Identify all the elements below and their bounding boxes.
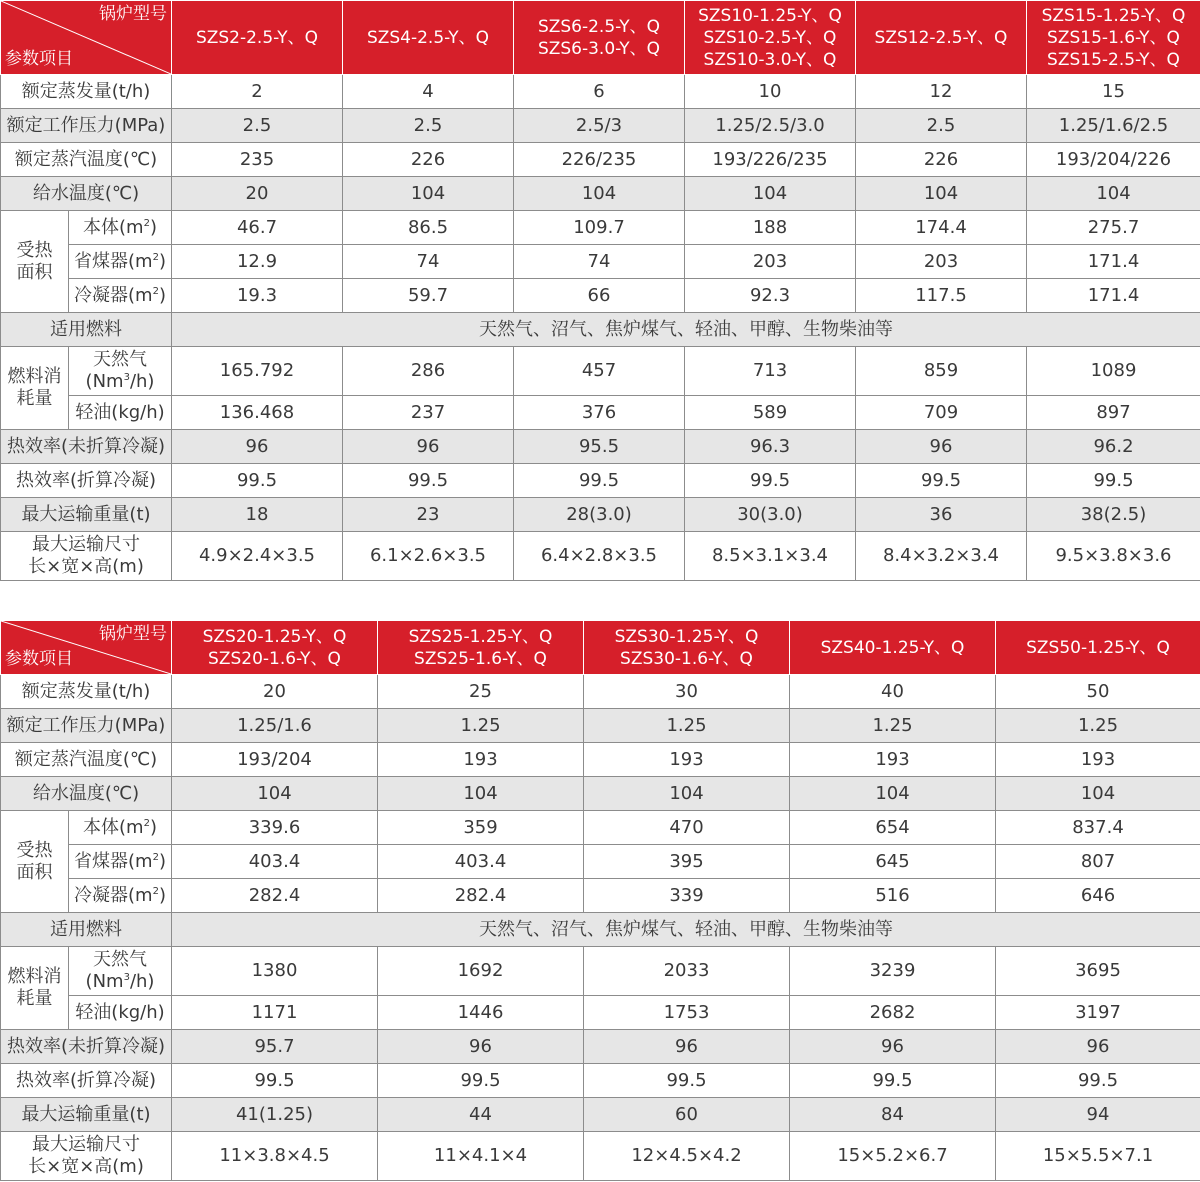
value-cell: 1.25 <box>584 709 790 743</box>
value-cell: 2.5 <box>343 109 514 143</box>
value-cell: 104 <box>1027 177 1200 211</box>
sub-label-text: 省煤器(m <box>74 250 153 272</box>
value-cell: 15×5.2×6.7 <box>790 1132 996 1181</box>
value-cell: 174.4 <box>856 211 1027 245</box>
model-name: SZS4-2.5-Y、Q <box>366 27 490 48</box>
value-cell: 11×3.8×4.5 <box>172 1132 378 1181</box>
value-cell: 171.4 <box>1027 245 1200 279</box>
sup: 2 <box>152 251 159 263</box>
value-cell: 96 <box>584 1030 790 1064</box>
row-evap <box>1 675 1200 709</box>
heat-area-label-line: 面积 <box>16 261 53 283</box>
value-cell: 282.4 <box>378 879 584 913</box>
corner-param-label: 参数项目 <box>5 649 73 669</box>
consumption-label-line: 燃料消 <box>7 366 62 387</box>
param-label: 热效率(折算冷凝) <box>1 464 172 498</box>
model-name: SZS50-1.25-Y、Q <box>1026 637 1170 658</box>
value-cell: 516 <box>790 879 996 913</box>
model-name: SZS40-1.25-Y、Q <box>820 637 965 658</box>
row-pressure <box>1 709 1200 743</box>
value-cell: 226 <box>343 143 514 177</box>
model-name: SZS20-1.6-Y、Q <box>208 648 341 669</box>
model-name: SZS6-3.0-Y、Q <box>537 38 661 59</box>
value-cell: 654 <box>790 811 996 845</box>
model-name: SZS10-1.25-Y、Q <box>698 5 842 26</box>
model-header <box>378 621 584 675</box>
value-cell: 11×4.1×4 <box>378 1132 584 1181</box>
model-name: SZS10-3.0-Y、Q <box>703 49 837 70</box>
value-cell: 286 <box>343 347 514 396</box>
value-cell: 84 <box>790 1098 996 1132</box>
value-cell: 188 <box>685 211 856 245</box>
value-cell: 2.5/3 <box>514 109 685 143</box>
param-label: 额定工作压力(MPa) <box>1 709 172 743</box>
model-header <box>1027 1 1200 75</box>
value-cell: 339 <box>584 879 790 913</box>
gas-unit: (Nm <box>85 971 124 992</box>
value-cell: 96 <box>378 1030 584 1064</box>
value-cell: 171.4 <box>1027 279 1200 313</box>
value-cell: 709 <box>856 396 1027 430</box>
value-cell: 99.5 <box>172 1064 378 1098</box>
heat-area-label-line: 受热 <box>16 839 53 861</box>
sup: 2 <box>143 817 150 829</box>
sub-label: 轻油(kg/h) <box>69 396 172 430</box>
value-cell: 109.7 <box>514 211 685 245</box>
value-cell: 44 <box>378 1098 584 1132</box>
corner-model-label: 锅炉型号 <box>99 4 167 24</box>
value-cell: 46.7 <box>172 211 343 245</box>
value-cell: 1.25 <box>790 709 996 743</box>
value-cell: 96 <box>996 1030 1200 1064</box>
row-feed-temp <box>1 177 1200 211</box>
value-cell: 10 <box>685 75 856 109</box>
value-cell: 193 <box>378 743 584 777</box>
value-cell: 94 <box>996 1098 1200 1132</box>
value-cell: 713 <box>685 347 856 396</box>
sup: 2 <box>152 885 159 897</box>
row-eff-cond <box>1 464 1200 498</box>
row-weight <box>1 498 1200 532</box>
paren: ) <box>158 850 166 872</box>
model-name: SZS6-2.5-Y、Q <box>537 16 661 37</box>
value-cell: 237 <box>343 396 514 430</box>
model-header <box>790 621 996 675</box>
value-cell: 1446 <box>378 996 584 1030</box>
sup: 3 <box>123 972 130 983</box>
value-cell: 28(3.0) <box>514 498 685 532</box>
value-cell: 66 <box>514 279 685 313</box>
row-weight <box>1 1098 1200 1132</box>
model-name: SZS15-1.25-Y、Q <box>1041 5 1186 26</box>
param-label: 适用燃料 <box>1 913 172 947</box>
value-cell: 282.4 <box>172 879 378 913</box>
value-cell: 95.5 <box>514 430 685 464</box>
value-cell: 99.5 <box>378 1064 584 1098</box>
heat-area-label-line: 面积 <box>16 861 53 883</box>
value-cell: 95.7 <box>172 1030 378 1064</box>
sub-label <box>69 211 172 245</box>
value-cell: 96.2 <box>1027 430 1200 464</box>
value-cell: 99.5 <box>1027 464 1200 498</box>
row-economizer-area <box>1 845 1200 879</box>
value-cell: 104 <box>343 177 514 211</box>
consumption-label-line: 耗量 <box>16 988 53 1009</box>
value-cell: 2682 <box>790 996 996 1030</box>
sup: 3 <box>123 372 130 383</box>
row-eff-cond <box>1 1064 1200 1098</box>
row-gas-consumption <box>1 347 1200 396</box>
value-cell: 104 <box>685 177 856 211</box>
value-cell: 104 <box>584 777 790 811</box>
model-name: SZS12-2.5-Y、Q <box>874 27 1008 48</box>
sub-label-text: 本体(m <box>83 816 144 838</box>
value-cell: 235 <box>172 143 343 177</box>
fuel-value: 天然气、沼气、焦炉煤气、轻油、甲醇、生物柴油等 <box>172 913 1200 947</box>
param-label: 热效率(未折算冷凝) <box>1 1030 172 1064</box>
value-cell: 9.5×3.8×3.6 <box>1027 532 1200 581</box>
param-label: 最大运输重量(t) <box>1 1098 172 1132</box>
value-cell: 1.25/1.6 <box>172 709 378 743</box>
value-cell: 92.3 <box>685 279 856 313</box>
consumption-label <box>1 347 69 430</box>
paren: ) <box>158 884 166 906</box>
gas-label-line: 天然气 <box>93 349 147 370</box>
value-cell: 807 <box>996 845 1200 879</box>
value-cell: 1692 <box>378 947 584 996</box>
model-name: SZS10-2.5-Y、Q <box>703 27 837 48</box>
value-cell: 1753 <box>584 996 790 1030</box>
value-cell: 3197 <box>996 996 1200 1030</box>
sub-label <box>69 811 172 845</box>
value-cell: 20 <box>172 675 378 709</box>
value-cell: 96 <box>343 430 514 464</box>
value-cell: 837.4 <box>996 811 1200 845</box>
value-cell: 6.1×2.6×3.5 <box>343 532 514 581</box>
row-condenser-area <box>1 879 1200 913</box>
value-cell: 30 <box>584 675 790 709</box>
sub-label <box>69 347 172 396</box>
header-row <box>1 621 1200 675</box>
row-economizer-area <box>1 245 1200 279</box>
size-label-line: 长×宽×高(m) <box>28 1156 144 1177</box>
gas-label-line <box>69 371 171 393</box>
value-cell: 59.7 <box>343 279 514 313</box>
value-cell: 275.7 <box>1027 211 1200 245</box>
model-name: SZS25-1.25-Y、Q <box>408 626 553 647</box>
sub-label-text: 本体(m <box>83 216 144 238</box>
row-oil-consumption <box>1 996 1200 1030</box>
heat-area-label <box>1 211 69 313</box>
value-cell: 203 <box>856 245 1027 279</box>
value-cell: 104 <box>172 777 378 811</box>
value-cell: 470 <box>584 811 790 845</box>
sub-label <box>69 879 172 913</box>
value-cell: 96 <box>172 430 343 464</box>
value-cell: 96 <box>790 1030 996 1064</box>
value-cell: 6.4×2.8×3.5 <box>514 532 685 581</box>
param-label: 给水温度(℃) <box>1 177 172 211</box>
paren: ) <box>158 284 166 306</box>
model-name: SZS20-1.25-Y、Q <box>202 626 347 647</box>
value-cell: 18 <box>172 498 343 532</box>
corner-cell <box>1 1 172 75</box>
param-label: 热效率(未折算冷凝) <box>1 430 172 464</box>
value-cell: 4.9×2.4×3.5 <box>172 532 343 581</box>
model-name: SZS15-1.6-Y、Q <box>1047 27 1180 48</box>
value-cell: 136.468 <box>172 396 343 430</box>
gas-unit: /h) <box>129 971 155 992</box>
value-cell: 1.25 <box>996 709 1200 743</box>
model-header <box>172 621 378 675</box>
sub-label-text: 冷凝器(m <box>74 284 153 306</box>
gas-unit: (Nm <box>85 371 124 392</box>
value-cell: 19.3 <box>172 279 343 313</box>
value-cell: 193 <box>996 743 1200 777</box>
row-feed-temp <box>1 777 1200 811</box>
value-cell: 99.5 <box>790 1064 996 1098</box>
value-cell: 15 <box>1027 75 1200 109</box>
model-name: SZS15-2.5-Y、Q <box>1047 49 1180 70</box>
value-cell: 359 <box>378 811 584 845</box>
value-cell: 74 <box>343 245 514 279</box>
consumption-label <box>1 947 69 1030</box>
value-cell: 193/226/235 <box>685 143 856 177</box>
param-label: 额定蒸发量(t/h) <box>1 675 172 709</box>
value-cell: 1380 <box>172 947 378 996</box>
value-cell: 96 <box>856 430 1027 464</box>
sup: 2 <box>152 851 159 863</box>
value-cell: 1089 <box>1027 347 1200 396</box>
value-cell: 2033 <box>584 947 790 996</box>
value-cell: 403.4 <box>378 845 584 879</box>
value-cell: 117.5 <box>856 279 1027 313</box>
value-cell: 3239 <box>790 947 996 996</box>
row-size <box>1 1132 1200 1181</box>
spec-table-2 <box>0 620 1200 1181</box>
consumption-label-line: 燃料消 <box>7 966 62 987</box>
param-label: 给水温度(℃) <box>1 777 172 811</box>
value-cell: 25 <box>378 675 584 709</box>
value-cell: 203 <box>685 245 856 279</box>
value-cell: 23 <box>343 498 514 532</box>
value-cell: 403.4 <box>172 845 378 879</box>
row-body-area <box>1 211 1200 245</box>
value-cell: 6 <box>514 75 685 109</box>
param-label: 额定蒸发量(t/h) <box>1 75 172 109</box>
gas-label-line: 天然气 <box>93 949 147 970</box>
fuel-value: 天然气、沼气、焦炉煤气、轻油、甲醇、生物柴油等 <box>172 313 1200 347</box>
value-cell: 226 <box>856 143 1027 177</box>
model-name: SZS25-1.6-Y、Q <box>414 648 547 669</box>
value-cell: 193 <box>790 743 996 777</box>
value-cell: 104 <box>514 177 685 211</box>
paren: ) <box>149 816 157 838</box>
sub-label <box>69 947 172 996</box>
value-cell: 86.5 <box>343 211 514 245</box>
value-cell: 99.5 <box>685 464 856 498</box>
value-cell: 99.5 <box>856 464 1027 498</box>
value-cell: 38(2.5) <box>1027 498 1200 532</box>
row-evap <box>1 75 1200 109</box>
heat-area-label-line: 受热 <box>16 239 53 261</box>
value-cell: 96.3 <box>685 430 856 464</box>
value-cell: 12×4.5×4.2 <box>584 1132 790 1181</box>
param-label <box>1 1132 172 1181</box>
value-cell: 104 <box>996 777 1200 811</box>
sub-label <box>69 279 172 313</box>
value-cell: 99.5 <box>172 464 343 498</box>
value-cell: 3695 <box>996 947 1200 996</box>
corner-param-label: 参数项目 <box>5 49 73 69</box>
param-label <box>1 532 172 581</box>
value-cell: 2.5 <box>856 109 1027 143</box>
row-eff-uncond <box>1 430 1200 464</box>
sub-label <box>69 245 172 279</box>
row-fuel <box>1 313 1200 347</box>
value-cell: 897 <box>1027 396 1200 430</box>
row-oil-consumption <box>1 396 1200 430</box>
row-size <box>1 532 1200 581</box>
value-cell: 15×5.5×7.1 <box>996 1132 1200 1181</box>
value-cell: 74 <box>514 245 685 279</box>
model-header <box>343 1 514 75</box>
value-cell: 41(1.25) <box>172 1098 378 1132</box>
value-cell: 104 <box>378 777 584 811</box>
value-cell: 4 <box>343 75 514 109</box>
param-label: 适用燃料 <box>1 313 172 347</box>
model-name: SZS30-1.6-Y、Q <box>620 648 753 669</box>
sup: 2 <box>152 285 159 297</box>
value-cell: 104 <box>790 777 996 811</box>
row-gas-consumption <box>1 947 1200 996</box>
gas-label-line <box>69 971 171 993</box>
sup: 2 <box>143 217 150 229</box>
sub-label: 轻油(kg/h) <box>69 996 172 1030</box>
spec-table-1 <box>0 0 1200 581</box>
value-cell: 12.9 <box>172 245 343 279</box>
size-label-line: 长×宽×高(m) <box>28 556 144 577</box>
value-cell: 8.4×3.2×3.4 <box>856 532 1027 581</box>
param-label: 最大运输重量(t) <box>1 498 172 532</box>
paren: ) <box>149 216 157 238</box>
value-cell: 645 <box>790 845 996 879</box>
row-body-area <box>1 811 1200 845</box>
size-label-line: 最大运输尺寸 <box>32 1134 140 1155</box>
value-cell: 99.5 <box>514 464 685 498</box>
row-fuel <box>1 913 1200 947</box>
value-cell: 40 <box>790 675 996 709</box>
value-cell: 1.25 <box>378 709 584 743</box>
model-header <box>685 1 856 75</box>
param-label: 额定蒸汽温度(℃) <box>1 143 172 177</box>
row-pressure <box>1 109 1200 143</box>
header-row <box>1 1 1200 75</box>
param-label: 热效率(折算冷凝) <box>1 1064 172 1098</box>
value-cell: 60 <box>584 1098 790 1132</box>
row-eff-uncond <box>1 1030 1200 1064</box>
value-cell: 339.6 <box>172 811 378 845</box>
model-name: SZS2-2.5-Y、Q <box>195 27 319 48</box>
model-header <box>584 621 790 675</box>
value-cell: 2.5 <box>172 109 343 143</box>
value-cell: 395 <box>584 845 790 879</box>
param-label: 额定工作压力(MPa) <box>1 109 172 143</box>
sub-label <box>69 845 172 879</box>
row-steam-temp <box>1 743 1200 777</box>
value-cell: 104 <box>856 177 1027 211</box>
model-name: SZS30-1.25-Y、Q <box>614 626 759 647</box>
value-cell: 193 <box>584 743 790 777</box>
value-cell: 20 <box>172 177 343 211</box>
value-cell: 8.5×3.1×3.4 <box>685 532 856 581</box>
model-header <box>996 621 1200 675</box>
model-header <box>514 1 685 75</box>
corner-model-label: 锅炉型号 <box>99 624 167 644</box>
value-cell: 2 <box>172 75 343 109</box>
value-cell: 376 <box>514 396 685 430</box>
value-cell: 36 <box>856 498 1027 532</box>
value-cell: 646 <box>996 879 1200 913</box>
sub-label-text: 冷凝器(m <box>74 884 153 906</box>
value-cell: 589 <box>685 396 856 430</box>
param-label: 额定蒸汽温度(℃) <box>1 743 172 777</box>
value-cell: 457 <box>514 347 685 396</box>
value-cell: 99.5 <box>996 1064 1200 1098</box>
value-cell: 1.25/2.5/3.0 <box>685 109 856 143</box>
heat-area-label <box>1 811 69 913</box>
value-cell: 30(3.0) <box>685 498 856 532</box>
model-header <box>856 1 1027 75</box>
value-cell: 226/235 <box>514 143 685 177</box>
value-cell: 193/204/226 <box>1027 143 1200 177</box>
sub-label-text: 省煤器(m <box>74 850 153 872</box>
row-condenser-area <box>1 279 1200 313</box>
value-cell: 859 <box>856 347 1027 396</box>
value-cell: 165.792 <box>172 347 343 396</box>
corner-cell <box>1 621 172 675</box>
model-header <box>172 1 343 75</box>
value-cell: 99.5 <box>584 1064 790 1098</box>
value-cell: 50 <box>996 675 1200 709</box>
paren: ) <box>158 250 166 272</box>
consumption-label-line: 耗量 <box>16 388 53 409</box>
value-cell: 1171 <box>172 996 378 1030</box>
value-cell: 1.25/1.6/2.5 <box>1027 109 1200 143</box>
value-cell: 12 <box>856 75 1027 109</box>
value-cell: 99.5 <box>343 464 514 498</box>
gas-unit: /h) <box>129 371 155 392</box>
value-cell: 193/204 <box>172 743 378 777</box>
row-steam-temp <box>1 143 1200 177</box>
size-label-line: 最大运输尺寸 <box>32 534 140 555</box>
